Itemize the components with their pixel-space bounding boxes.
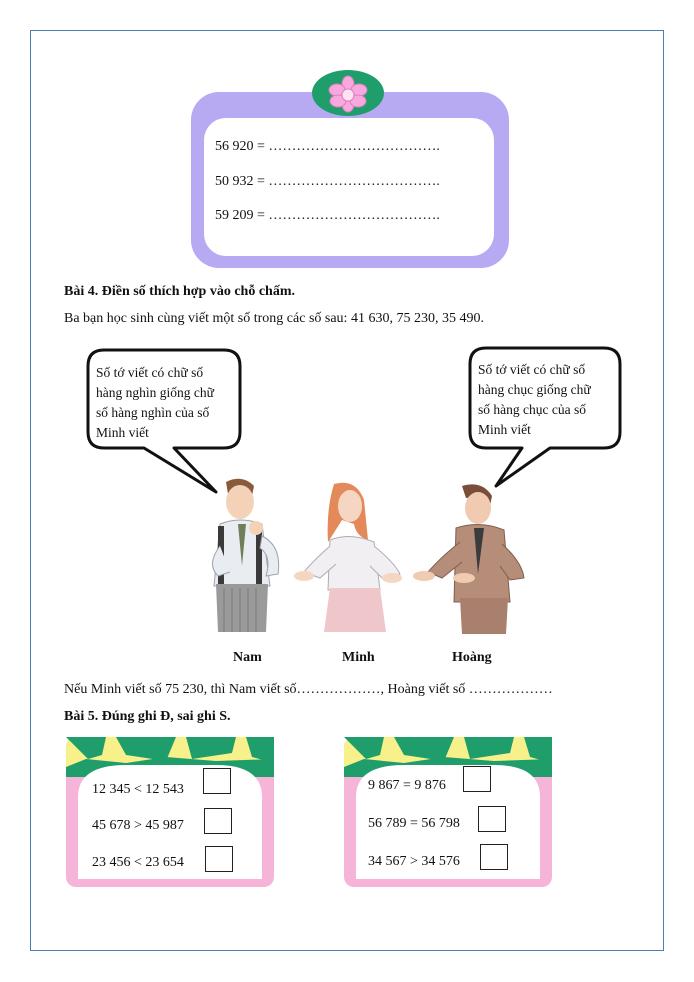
answer-box-left-3[interactable] <box>205 846 233 872</box>
left-card-line-1: 12 345 < 12 543 <box>92 782 184 797</box>
exercise3-line-2: 50 932 = ………………………………. <box>215 174 440 189</box>
bubble-left-line-2: hàng nghìn giống chữ <box>96 385 214 400</box>
answer-box-right-1[interactable] <box>463 766 491 792</box>
left-card-line-3: 23 456 < 23 654 <box>92 855 184 870</box>
exercise3-line-3: 59 209 = ………………………………. <box>215 208 440 223</box>
right-card-line-3: 34 567 > 34 576 <box>368 854 460 869</box>
minh-illustration <box>290 480 402 632</box>
exercise3-line-1: 56 920 = ………………………………. <box>215 139 440 154</box>
nam-illustration <box>196 476 288 636</box>
bubble-left-line-4: Minh viết <box>96 425 149 440</box>
name-hoang: Hoàng <box>452 650 492 665</box>
name-minh: Minh <box>342 650 375 665</box>
answer-box-left-2[interactable] <box>204 808 232 834</box>
bubble-left-line-1: Số tớ viết có chữ số <box>96 365 204 380</box>
bubble-right-line-3: số hàng chục của số <box>478 402 586 417</box>
name-nam: Nam <box>233 650 262 665</box>
bubble-right-line-1: Số tớ viết có chữ số <box>478 362 586 377</box>
exercise4-title: Bài 4. Điền số thích hợp vào chỗ chấm. <box>64 284 295 299</box>
answer-box-left-1[interactable] <box>203 768 231 794</box>
answer-box-right-3[interactable] <box>480 844 508 870</box>
left-card-line-2: 45 678 > 45 987 <box>92 818 184 833</box>
hoang-illustration <box>410 482 528 634</box>
answer-box-right-2[interactable] <box>478 806 506 832</box>
bubble-right-line-2: hàng chục giống chữ <box>478 382 591 397</box>
flower-icon <box>320 74 376 114</box>
right-card-line-2: 56 789 = 56 798 <box>368 816 460 831</box>
exercise4-question: Nếu Minh viết số 75 230, thì Nam viết số………………, Hoàng viết số ……………… <box>64 682 553 697</box>
bubble-left-line-3: số hàng nghìn của số <box>96 405 210 420</box>
exercise4-intro: Ba bạn học sinh cùng viết một số trong các số sau: 41 630, 75 230, 35 490. <box>64 311 484 326</box>
exercise5-title: Bài 5. Đúng ghi Đ, sai ghi S. <box>64 709 231 724</box>
right-card-line-1: 9 867 = 9 876 <box>368 778 446 793</box>
bubble-right-line-4: Minh viết <box>478 422 531 437</box>
